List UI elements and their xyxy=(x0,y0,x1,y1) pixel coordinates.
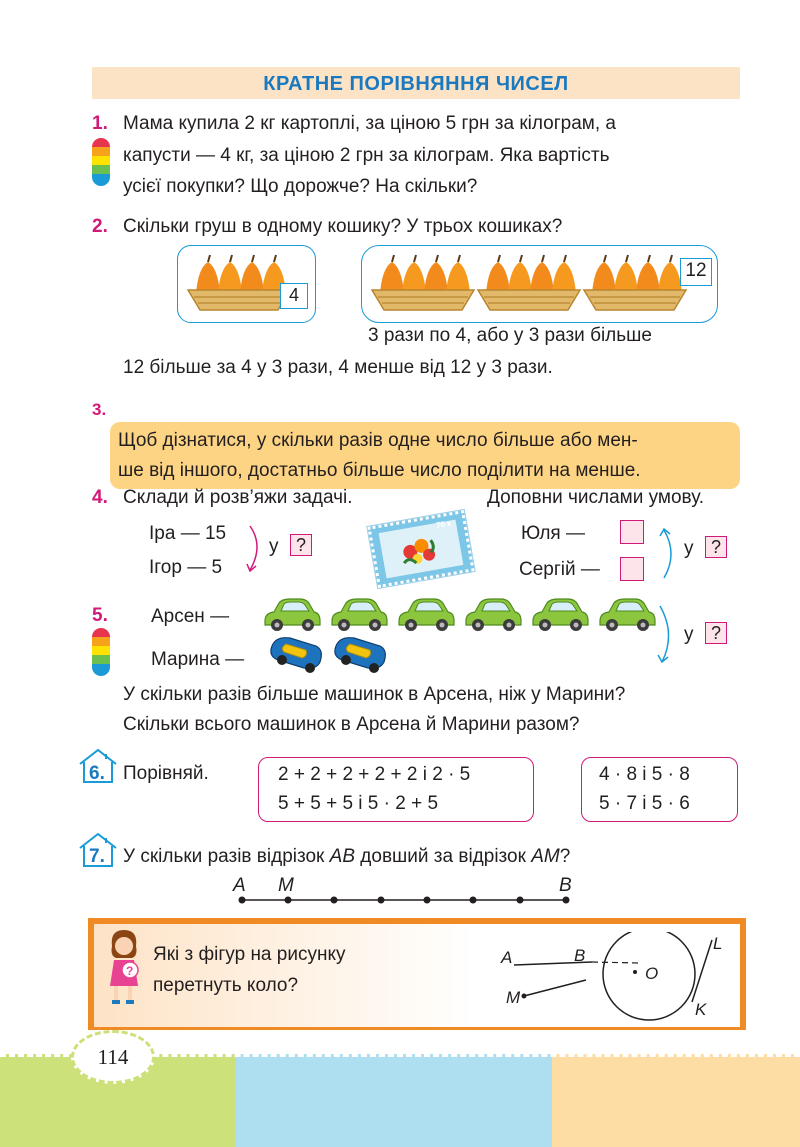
task-2-text: Скільки груш в одному кошику? У трьох кошиках? xyxy=(123,216,563,237)
task-7-text: У скільки разів відрізок AB довший за відрізок AM? xyxy=(123,846,571,867)
circle-label-b: B xyxy=(574,946,586,965)
task-5-question-box: ? xyxy=(705,622,727,644)
stamp-value: 70 к xyxy=(435,518,452,530)
green-car-icon xyxy=(533,599,588,631)
task-1-line-3: усієї покупки? Що дорожче? На скільки? xyxy=(123,176,478,197)
footer-orange-band xyxy=(552,1054,800,1147)
task-4-question-box-right: ? xyxy=(705,536,727,558)
stamp-image xyxy=(367,510,474,588)
page-title: КРАТНЕ ПОРІВНЯННЯ ЧИСЕЛ xyxy=(263,73,569,95)
rule-line-2: ше від іншого, достатньо більше число поділити на менше. xyxy=(118,460,641,481)
compare-2-line-1: 4 · 8 і 5 · 8 xyxy=(599,764,690,785)
green-car-icon xyxy=(399,599,454,631)
circle-label-o: O xyxy=(645,964,659,983)
svg-text:?: ? xyxy=(126,964,134,978)
task-4-right-text: Доповни числами умову. xyxy=(487,487,705,508)
curved-arrow-up-icon xyxy=(656,524,680,582)
task-5-u: у xyxy=(684,624,694,645)
point-a-label: A xyxy=(233,875,246,896)
task-4-left-text: Склади й розв’яжи задачі. xyxy=(123,487,353,508)
task-6-number: 6. xyxy=(89,763,105,784)
blue-car-icon xyxy=(335,638,385,673)
girl-question-icon xyxy=(100,926,146,1008)
task-1-line-1: Мама купила 2 кг картоплі, за ціною 5 грн за кілограм, а xyxy=(123,113,616,134)
one-basket-count-box: 4 xyxy=(280,283,308,309)
compare-1-line-2: 5 + 5 + 5 і 5 · 2 + 5 xyxy=(278,793,439,814)
task-3-number: 3. xyxy=(92,400,107,419)
task-2-number: 2. xyxy=(92,216,108,237)
line-label-k: K xyxy=(695,1000,707,1019)
compare-2-line-2: 5 · 7 і 5 · 6 xyxy=(599,793,690,814)
task-2-summary: 12 більше за 4 у 3 рази, 4 менше від 12 у 3 рази. xyxy=(123,357,553,378)
task-5-number: 5. xyxy=(92,605,108,626)
ira-label: Іра — 15 xyxy=(149,523,227,544)
serhii-empty-box[interactable] xyxy=(620,557,644,581)
three-pear-baskets-icon xyxy=(362,246,719,324)
yulia-empty-box[interactable] xyxy=(620,520,644,544)
task-6-text: Порівняй. xyxy=(123,763,209,784)
segment-ab xyxy=(236,894,572,906)
circle-label-m: M xyxy=(506,988,521,1007)
three-baskets-count-box: 12 xyxy=(680,258,712,286)
task-5-line-2: Скільки всього машинок в Арсена й Марини разом? xyxy=(123,714,580,735)
point-m-label: M xyxy=(278,875,294,896)
bonus-line-1: Які з фігур на рисунку xyxy=(153,944,346,965)
page-number: 114 xyxy=(97,1045,129,1069)
task-4-number: 4. xyxy=(92,487,108,508)
green-car-icon xyxy=(332,599,387,631)
yulia-label: Юля — xyxy=(521,523,585,544)
curved-arrow-down-icon xyxy=(244,524,266,576)
green-car-icon xyxy=(600,599,655,631)
point-b-label: B xyxy=(559,875,572,896)
compare-1-line-1: 2 + 2 + 2 + 2 + 2 і 2 · 5 xyxy=(278,764,471,785)
green-car-icon xyxy=(265,599,320,631)
serhii-label: Сергій — xyxy=(519,559,600,580)
arsen-label: Арсен — xyxy=(151,606,230,627)
curved-arrow-down-icon xyxy=(654,604,678,666)
green-car-icon xyxy=(466,599,521,631)
task-7-number: 7. xyxy=(89,846,105,867)
rule-line-1: Щоб дізнатися, у скільки разів одне число більше або мен- xyxy=(118,430,638,451)
task-2-caption: 3 рази по 4, або у 3 рази більше xyxy=(368,325,652,346)
task-4-u-left: у xyxy=(269,536,279,557)
task-1-line-2: капусти — 4 кг, за ціною 2 грн за кілограм. Яка вартість xyxy=(123,145,610,166)
bonus-line-2: перетнуть коло? xyxy=(153,975,299,996)
blue-cars-row xyxy=(268,628,398,678)
three-baskets-frame xyxy=(361,245,718,323)
igor-label: Ігор — 5 xyxy=(149,557,223,578)
task-1-number: 1. xyxy=(92,113,108,134)
maryna-label: Марина — xyxy=(151,649,245,670)
task-4-question-box-left: ? xyxy=(290,534,312,556)
footer-blue-band xyxy=(236,1054,552,1147)
task-4-u-right: у xyxy=(684,538,694,559)
task-5-line-1: У скільки разів більше машинок в Арсена, ніж у Марини? xyxy=(123,684,626,705)
blue-car-icon xyxy=(271,638,321,673)
line-label-l: L xyxy=(713,934,723,953)
circle-label-a: A xyxy=(501,948,513,967)
